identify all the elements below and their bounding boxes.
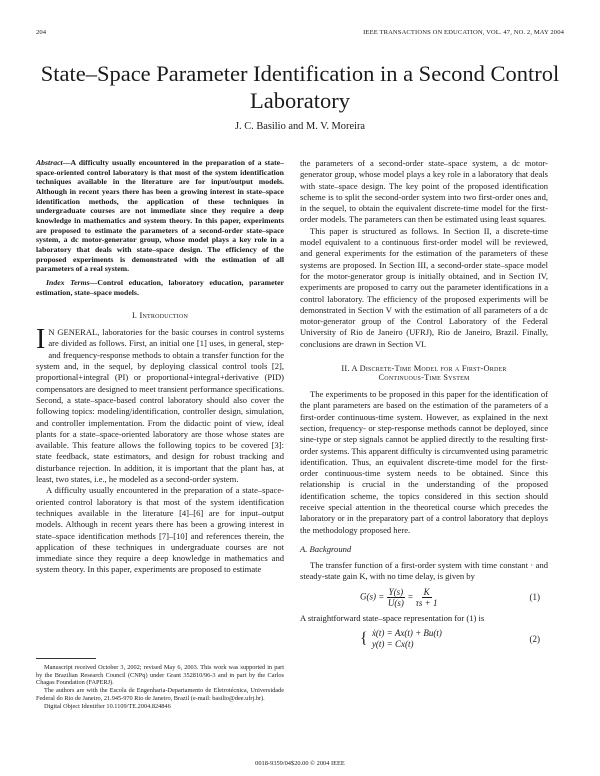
dropcap: I	[36, 324, 46, 356]
section2-paragraph-1: The experiments to be proposed in this paper for the identification of the plant parameters are based on the estimation of the parameters of a first-order continuous-time system. However, as explained in the next section, frequency- or step-response methods cannot be deployed, since sine-type or step signals cannot be applied directly to the resulting first-order systems. This apparent difficulty is circumvented using parametric identification. Thus, an equivalent discrete-time model for the first-order continuous-time system needs to be obtained. Since this relationship is crucial in the understanding of the proposed identification scheme, the topics considered in this section should receive special attention in the theoretical course which precedes the laboratory or in the preparatory part of a control laboratory that deploys the methodology proposed here.	[300, 389, 548, 535]
footnote-manuscript: Manuscript received October 3, 2002; revised May 6, 2003. This work was supported in part by the Brazilian Research Council (CNPq) under Grant 352810/96-3 and in part by the Carlos Chagas Foundation (FAPERJ).	[36, 664, 284, 687]
eq1-denominator-2: τs + 1	[415, 597, 438, 608]
journal-header: IEEE TRANSACTIONS ON EDUCATION, VOL. 47, NO. 2, MAY 2004	[363, 29, 564, 36]
paper-title: State–Space Parameter Identification in a Second Control Laboratory	[40, 61, 560, 113]
section2-paragraph-2: The transfer function of a first-order system with time constant · and steady-state gain K, with no time delay, is given by	[300, 559, 548, 582]
section-heading-introduction: I. Introduction	[131, 311, 189, 321]
footnote-rule	[36, 658, 96, 659]
left-column	[36, 158, 284, 576]
eq1-fraction-1	[387, 587, 406, 608]
intro-paragraph-1	[36, 324, 284, 485]
eq2-line-2: y(t) = Cx(t)	[371, 638, 414, 649]
subsection-heading-background: A. Background	[300, 543, 352, 554]
intro-paragraph-1-text: N GENERAL, laboratories for the basic courses in control systems are divided as follows. First, an initial one [1] uses, in general, step- and frequency-response methods to obtain a transfer function for the system and, in the sequel, by deploying classical control tools [2], proportional+integral (PI) or proportional+integral+derivative (PID) compensators are designed to meet transient performance specifications. Second, a state–space-based control laboratory should also cover the following topics: modeling/identification, controller design, simulation, and controller implementation. From the didactic point of view, ideal plants for a state–space-oriented laboratory are those whose states are available. This feature allows the following topics to be covered [3]: state feedback, state estimators, and design for robust tracking and disturbance rejection. In addition, it is important that the plant has, at least, two states, i.e., he modeled as a second-order system.	[36, 327, 284, 485]
page-number: 204	[36, 29, 47, 36]
eq2-line-1: ẋ(t) = Ax(t) + Bu(t)	[371, 627, 442, 638]
right-paragraph-1: the parameters of a second-order state–space system, a dc motor-generator group, whose model plays a key role in a laboratory that deals with state–space design. The key point of the proposed identification scheme is to split the second-order system into two first-order ones and, in the sequel, to obtain the equivalent discrete-time model for the first-order models. The parameters can then be estimated using least squares.	[300, 158, 548, 225]
authors: J. C. Basilio and M. V. Moreira	[234, 121, 366, 132]
eq1-numerator-2: K	[423, 586, 430, 597]
eq1-denominator: U(s)	[387, 597, 404, 608]
right-column	[300, 158, 548, 655]
eq2-system	[372, 628, 442, 650]
right-paragraph-2: This paper is structured as follows. In Section II, a discrete-time model equivalent to a continuous first-order model will be reviewed, and general experiments for the estimation of the parameters of these systems are proposed. In Section III, a second-order state–space model for the motor-generator group is initially obtained, and in Section IV, experiments are proposed to carry out the parameter identifications in a control laboratory. The efficiency of the proposed experiments will be demonstrated in Section V with the estimation of all parameters of a dc motor-generator group of the Control Laboratory of the Federal University of Rio de Janeiro (UFRJ), Rio de Janeiro, Brazil. Finally, conclusions are drawn in Section VI.	[300, 225, 548, 349]
abstract	[36, 158, 284, 274]
index-terms-lead: Index Terms—	[46, 277, 98, 287]
section2-paragraph-3: A straightforward state–space representation for (1) is	[300, 612, 485, 623]
equation-1	[300, 587, 548, 608]
footnote-authors: The authors are with the Escola de Engenharia-Departamento de Eletrotécnica, Universidade Federal do Rio de Janeiro, 21.945-970 Rio de Janeiro, Brazil (e-mail: basilio@dee.ufrj.br).	[36, 687, 284, 702]
section-heading-2-line2: Continuous-Time System	[378, 373, 470, 383]
footer-copyright: 0018-9359/04$20.00 © 2004 IEEE	[255, 760, 345, 767]
index-terms	[36, 278, 284, 297]
section-heading-2-line1: II. A Discrete-Time Model for a First-Order	[341, 364, 507, 374]
eq2-number: (2)	[529, 633, 540, 644]
footnote-doi: Digital Object Identifier 10.1109/TE.2004.824846	[44, 702, 171, 710]
section-heading-2	[300, 364, 548, 382]
intro-paragraph-2: A difficulty usually encountered in the preparation of a state–space-oriented control laboratory is that most of the system identification techniques available in the literature [4]–[6] are for input–output models. Although in recent years there has been a growing interest in state–space identification methods [7]–[10] and references therein, the application of these techniques in undergraduate courses are not immediate since they require a deep knowledge in mathematics and system theory. In this paper, experiments are proposed to estimate	[36, 485, 284, 575]
index-terms-text: Control education, laboratory education, parameter estimation, state–space models.	[36, 277, 284, 297]
abstract-lead: Abstract—	[36, 158, 71, 167]
eq2-brace: {	[360, 629, 368, 647]
eq1-numerator: Y(s)	[388, 586, 404, 597]
equation-2	[300, 628, 548, 650]
eq1-lhs: G(s) =	[360, 591, 385, 602]
abstract-text: A difficulty usually encountered in the preparation of a state–space-oriented control laboratory is that most of the system identification techniques available in the literature are for input/output models. Although in recent years there has been a growing interest in state–space identification methods, the application of these techniques in undergraduate courses are not immediate since they require a deep knowledge in mathematics and system theory. In this paper, experiments are proposed to estimate the parameters of a second-order state–space system, a dc motor-generator group, whose model plays a key role in a laboratory that deals with state–space design. The efficiency of the proposed experiments is demonstrated with the estimation of all parameters of a real system.	[36, 158, 284, 274]
eq1-number: (1)	[529, 592, 540, 602]
eq1-fraction-2	[416, 587, 438, 608]
footnotes	[36, 664, 284, 710]
eq1-equals: =	[407, 591, 414, 602]
